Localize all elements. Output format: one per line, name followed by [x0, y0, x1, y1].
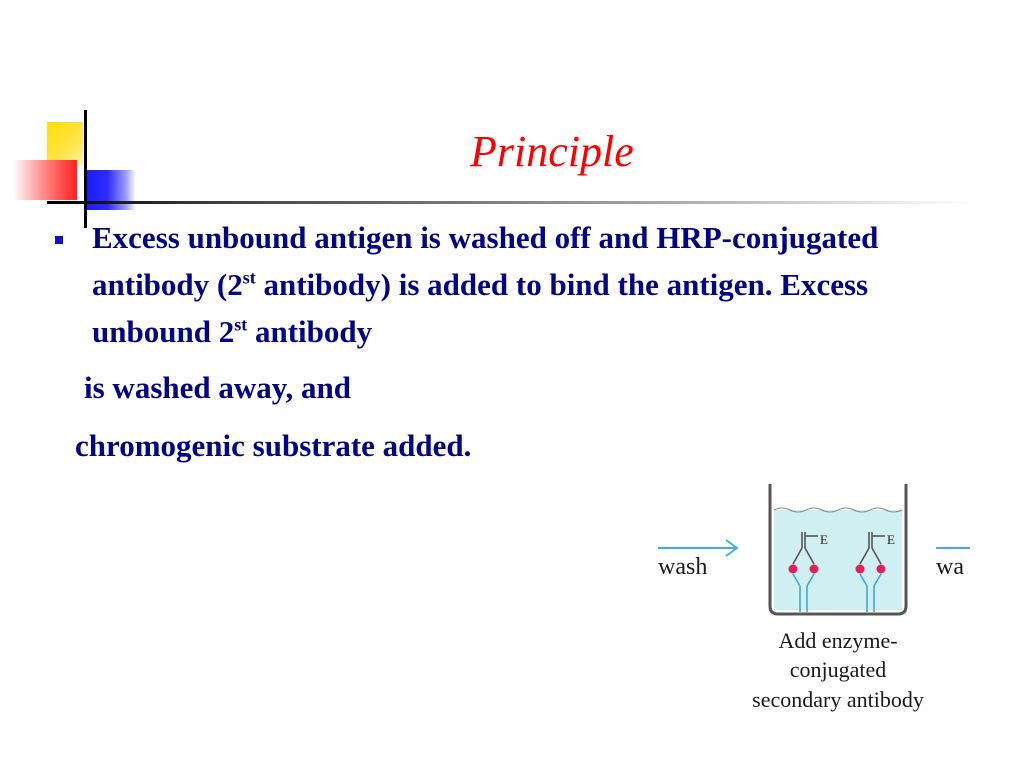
elisa-diagram-svg: [650, 478, 970, 728]
caption-line-1: Add enzyme-: [778, 628, 898, 653]
bullet-text-part3: antibody: [247, 314, 373, 349]
bullet-sup-1: st: [242, 267, 256, 288]
bullet-text-part1: Excess unbound antigen is washed off and HRP-conjugated antibody (2: [92, 220, 879, 302]
title-underline: [47, 201, 977, 204]
text-line-washed: is washed away, and: [84, 370, 352, 405]
microplate-well-icon: [770, 484, 906, 614]
bullet-text-part2: antibody) is added to bind the antigen. Excess unbound 2: [92, 267, 869, 349]
wash-label-left: wash: [658, 554, 708, 580]
deco-red-square: [13, 160, 77, 200]
slide-title: Principle: [470, 127, 634, 176]
wash-label-right: wa: [936, 554, 964, 580]
caption-line-3: secondary antibody: [752, 687, 924, 712]
caption-line-2: conjugated: [789, 657, 887, 682]
deco-vertical-line: [84, 110, 87, 228]
deco-blue-square: [84, 170, 136, 210]
bullet-sup-2: st: [234, 314, 248, 335]
bullet-text: [92, 214, 952, 355]
enzyme-label-1: E: [820, 532, 828, 547]
enzyme-label-2: E: [887, 532, 895, 547]
bullet-square-icon: [55, 236, 63, 244]
text-line-chromogenic: chromogenic substrate added.: [75, 428, 472, 463]
elisa-diagram: [650, 478, 970, 728]
